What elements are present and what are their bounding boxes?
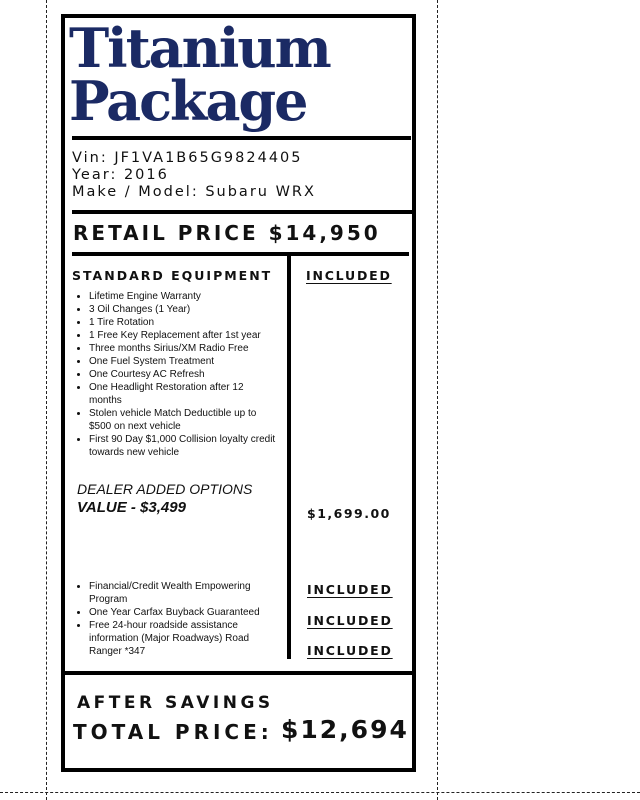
column-divider	[287, 254, 291, 659]
included-heading: INCLUDED	[306, 268, 392, 283]
divider-summary	[62, 671, 415, 675]
after-savings-label: AFTER SAVINGS	[77, 693, 274, 713]
dealer-options-value: VALUE - $3,499	[77, 499, 186, 516]
dealer-options-label: DEALER ADDED OPTIONS	[77, 481, 253, 497]
total-price-value: $12,694	[281, 715, 409, 744]
vehicle-info	[72, 150, 316, 201]
list-item: • Three months Sirius/XM Radio Free	[89, 342, 279, 355]
list-item: • One Headlight Restoration after 12 months	[89, 381, 279, 407]
year-text: Year: 2016	[72, 167, 169, 183]
divider-title	[72, 136, 411, 140]
list-item: • Stolen vehicle Match Deductible up to $500 on next vehicle	[89, 407, 279, 433]
make-model-text: Make / Model: Subaru WRX	[72, 184, 316, 200]
package-title-line1: Titanium	[69, 16, 330, 80]
cut-guide-right	[437, 0, 438, 800]
list-item: • One Fuel System Treatment	[89, 355, 279, 368]
extra-status-2: INCLUDED	[307, 643, 393, 658]
list-item: • Free 24-hour roadside assistance information (Major Roadways) Road Ranger *347	[89, 619, 279, 658]
cut-guide-left	[46, 0, 47, 800]
total-price-label: TOTAL PRICE:	[73, 720, 273, 744]
list-item: • 3 Oil Changes (1 Year)	[89, 303, 279, 316]
list-item: • Lifetime Engine Warranty	[89, 290, 279, 303]
standard-equipment-heading: STANDARD EQUIPMENT	[72, 268, 273, 283]
extra-status-0: INCLUDED	[307, 582, 393, 597]
divider-retail	[72, 252, 409, 256]
retail-price: RETAIL PRICE $14,950	[73, 221, 381, 245]
package-title-line2: Package	[69, 69, 307, 133]
list-item: • One Courtesy AC Refresh	[89, 368, 279, 381]
list-item: • Financial/Credit Wealth Empowering Program	[89, 580, 279, 606]
list-item: • 1 Tire Rotation	[89, 316, 279, 329]
vin-text: Vin: JF1VA1B65G9824405	[72, 150, 303, 166]
extras-list	[74, 580, 279, 658]
package-title	[69, 16, 330, 133]
extra-status-1: INCLUDED	[307, 613, 393, 628]
divider-vehicle	[72, 210, 413, 214]
dealer-options-price: $1,699.00	[307, 506, 391, 521]
standard-equipment-list	[74, 290, 279, 459]
list-item: • One Year Carfax Buyback Guaranteed	[89, 606, 279, 619]
list-item: • First 90 Day $1,000 Collision loyalty credit towards new vehicle	[89, 433, 279, 459]
cut-guide-bottom	[0, 792, 640, 793]
list-item: • 1 Free Key Replacement after 1st year	[89, 329, 279, 342]
